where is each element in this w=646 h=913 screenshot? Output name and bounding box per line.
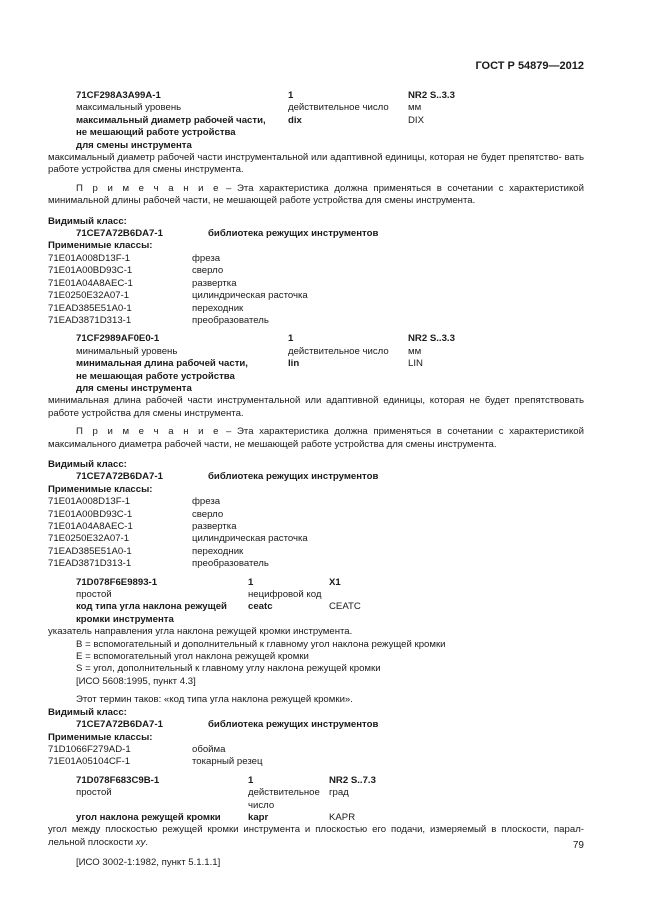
class-name: фреза: [192, 252, 221, 264]
note-label: П р и м е ч а н и е: [76, 426, 221, 438]
entry-id: 71D078F6E9893-1: [76, 576, 158, 588]
entry-name-cont: не мешающий работе устройства: [76, 127, 236, 139]
entry-name: угол наклона режущей кромки: [76, 811, 221, 823]
class-code: 71E01A04A8AEC-1: [48, 277, 133, 289]
class-name: сверло: [192, 508, 224, 520]
entry-format: X1: [329, 576, 341, 588]
definition-variable: xy: [135, 836, 146, 848]
entry-type: действительное число: [288, 345, 389, 357]
entry-header: [76, 90, 584, 152]
entry-header: [76, 577, 584, 627]
visible-class-id: 71CE7A72B6DA7-1: [76, 471, 163, 483]
entry-level: минимальный уровень: [76, 345, 178, 357]
entry-format: NR2 S..3.3: [408, 333, 455, 345]
visible-class-name: библиотека режущих инструментов: [208, 471, 379, 483]
entry-level: простой: [76, 787, 112, 799]
entry-definition: минимальная длина рабочей части инструментальной или адаптивной единицы, которая не будет препятствовать работе устройства для смены инструмента.: [48, 395, 584, 419]
entry-definition: максимальный диаметр рабочей части инструментальной или адаптивной единицы, которая не будет препятство- вать работе устройства для смены инструмента.: [48, 152, 584, 176]
entry-id: 71D078F683C9B-1: [76, 774, 160, 786]
code-item: S = угол, дополнительный к главному углу наклона режущей кромки: [76, 663, 381, 675]
standard-header: ГОСТ Р 54879—2012: [475, 60, 584, 72]
entry-version: 1: [288, 333, 294, 345]
class-name: сверло: [192, 265, 224, 277]
class-code: 71EAD385E51A0-1: [48, 545, 132, 557]
entry-code: CEATC: [329, 601, 361, 613]
class-code: 71E01A008D13F-1: [48, 252, 131, 264]
entry-note: [48, 183, 584, 208]
class-name: преобразователь: [192, 558, 269, 570]
class-code: 71D1066F279AD-1: [48, 743, 131, 755]
entry-version: 1: [248, 576, 254, 588]
entry-version: 1: [288, 90, 294, 101]
visible-class-id: 71CE7A72B6DA7-1: [76, 719, 163, 731]
code-item: B = вспомогательный и дополнительный к главному угол наклона режущей кромки: [76, 638, 446, 650]
class-list: [48, 253, 584, 327]
entry-name: код типа угла наклона режущей: [76, 601, 227, 613]
entry-definition: указатель направления угла наклона режущей кромки инструмента.: [48, 626, 353, 638]
class-name: фреза: [192, 496, 221, 508]
class-name: токарный резец: [192, 756, 263, 768]
visible-class-name: библиотека режущих инструментов: [208, 719, 379, 731]
entry-unit: град: [329, 787, 349, 799]
class-name: обойма: [192, 743, 226, 755]
reference: [ИСО 5608:1995, пункт 4.3]: [76, 675, 196, 687]
class-name: цилиндрическая расточка: [192, 290, 308, 302]
entry-name: минимальная длина рабочей части,: [76, 358, 248, 370]
visible-class-label: Видимый класс:: [48, 458, 127, 470]
entry-id: 71CF2989AF0E0-1: [76, 333, 160, 345]
entry-level: максимальный уровень: [76, 102, 182, 114]
class-code: 71EAD385E51A0-1: [48, 302, 132, 314]
class-code: 71E01A05104CF-1: [48, 756, 131, 768]
class-code: 71EAD3871D313-1: [48, 558, 132, 570]
entry-symbol: dix: [288, 114, 302, 126]
visible-class-label: Видимый класс:: [48, 215, 127, 227]
definition-end: .: [145, 836, 149, 848]
entry-symbol: ceatc: [248, 601, 273, 613]
class-code: 71E01A00BD93C-1: [48, 265, 133, 277]
class-code: 71E01A008D13F-1: [48, 496, 131, 508]
entry-type: действительное число: [248, 787, 320, 811]
entry-name-cont: для смены инструмента: [76, 382, 192, 394]
note-text: – Эта характеристика должна применяться в сочетании с характеристикой минимальной длины рабочей части, не мешающей работе устройства для смены инструмента.: [48, 182, 584, 207]
entry-code: DIX: [408, 114, 424, 126]
term-remark: Этот термин таков: «код типа угла наклона режущей кромки».: [76, 694, 353, 706]
visible-class-name: библиотека режущих инструментов: [208, 228, 379, 240]
code-item: E = вспомогательный угол наклона режущей кромки: [76, 651, 309, 663]
entry-name-cont: кромки инструмента: [76, 613, 174, 625]
class-list: [48, 496, 584, 570]
definition-text: угол между плоскостью режущей кромки инструмента и плоскостью его подачи, измеряемый в плоскости, парал- лельной плоскости: [48, 824, 584, 848]
class-code: 71E01A04A8AEC-1: [48, 521, 133, 532]
entry-code: KAPR: [329, 811, 356, 823]
class-name: развертка: [192, 277, 237, 289]
visible-class-row: [76, 471, 584, 483]
entry-level: простой: [76, 589, 112, 601]
entry-version: 1: [248, 774, 254, 786]
applicable-classes-label: Применимые классы:: [48, 240, 153, 252]
entry-symbol: kapr: [248, 811, 269, 823]
visible-class-label: Видимый класс:: [48, 706, 127, 718]
page-number: 79: [572, 840, 584, 851]
entry-note: [48, 426, 584, 451]
entry-name-cont: для смены инструмента: [76, 139, 192, 151]
class-name: цилиндрическая расточка: [192, 533, 308, 545]
note-text: – Эта характеристика должна применяться в сочетании с характеристикой максимального диаметра рабочей части, не мешающей работе устройства для смены инструмента.: [48, 426, 584, 450]
visible-class-row: [76, 228, 584, 240]
note-label: П р и м е ч а н и е: [76, 182, 221, 194]
entry-name-cont: не мешающая работе устройства: [76, 370, 235, 382]
class-name: развертка: [192, 521, 237, 532]
entry-unit: мм: [408, 345, 422, 357]
applicable-classes-label: Применимые классы:: [48, 731, 153, 743]
class-name: преобразователь: [192, 314, 269, 326]
entry-name: максимальный диаметр рабочей части,: [76, 114, 266, 126]
entry-type: действительное число: [288, 102, 389, 114]
entry-symbol: lin: [288, 358, 300, 370]
reference: [ИСО 3002-1:1982, пункт 5.1.1.1]: [76, 857, 221, 869]
class-name: переходник: [192, 545, 244, 557]
entry-format: NR2 S..3.3: [408, 90, 455, 101]
class-code: 71E01A00BD93C-1: [48, 508, 133, 520]
entry-definition: [48, 824, 584, 849]
entry-id: 71CF298A3A99A-1: [76, 90, 161, 101]
class-code: 71E0250E32A07-1: [48, 533, 130, 545]
class-code: 71E0250E32A07-1: [48, 290, 130, 302]
applicable-classes-label: Применимые классы:: [48, 483, 153, 495]
page-content: [48, 90, 584, 870]
class-name: переходник: [192, 302, 244, 314]
entry-header: [76, 775, 584, 825]
visible-class-id: 71CE7A72B6DA7-1: [76, 228, 163, 240]
entry-format: NR2 S..7.3: [329, 774, 376, 786]
entry-unit: мм: [408, 102, 422, 114]
entry-type: нецифровой код: [248, 589, 322, 601]
class-list: [48, 744, 584, 769]
entry-header: [76, 333, 584, 395]
entry-code: LIN: [408, 358, 423, 370]
visible-class-row: [76, 719, 584, 731]
class-code: 71EAD3871D313-1: [48, 314, 132, 326]
